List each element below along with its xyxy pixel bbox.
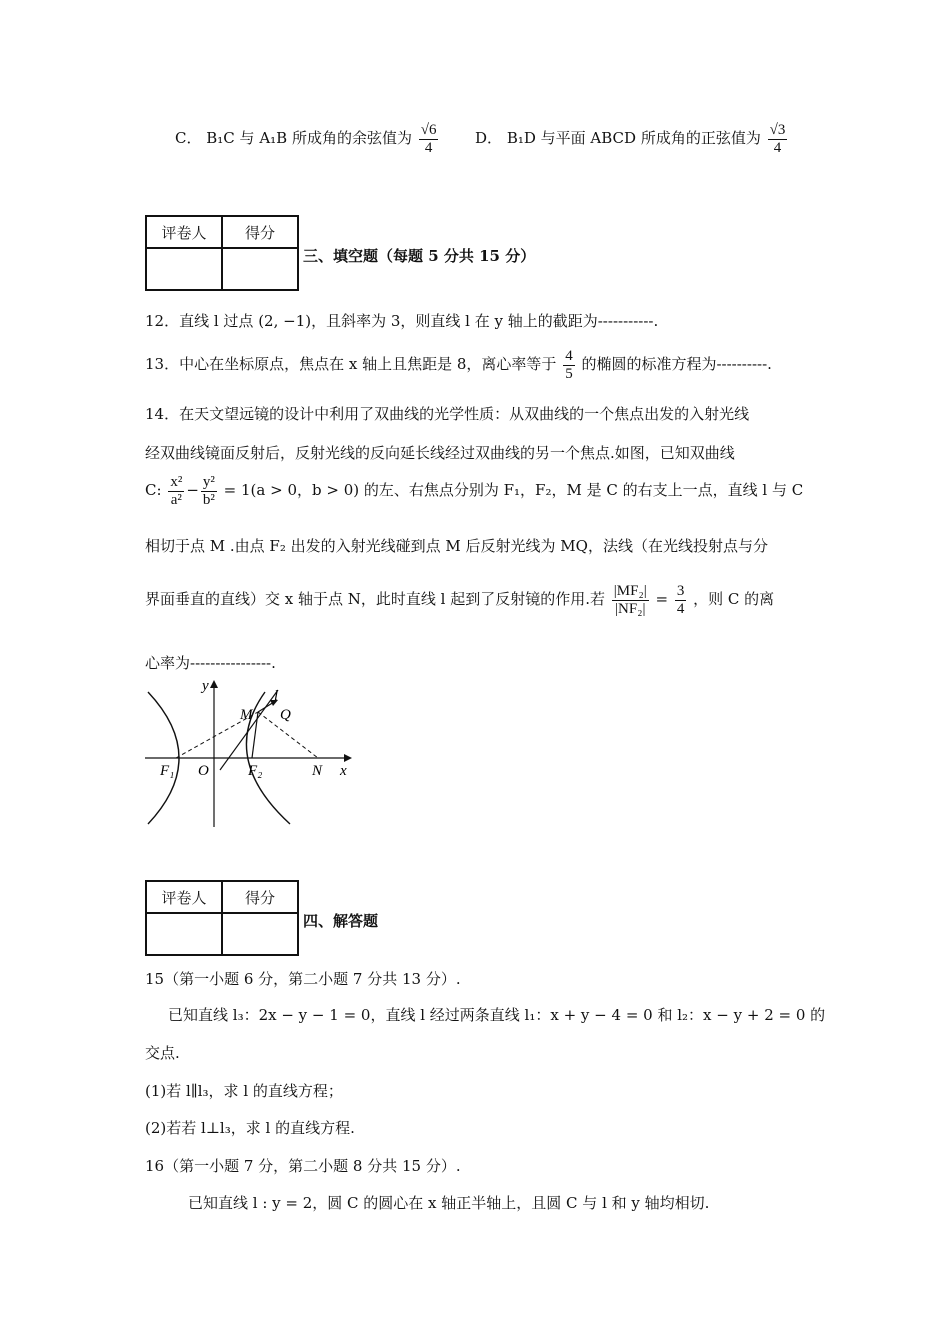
- question-13-denominator: 5: [565, 365, 573, 382]
- label-f1: F₁: [160, 763, 175, 779]
- score-table-section4: [145, 880, 299, 956]
- q14-frac-x-num: x²: [170, 474, 183, 490]
- label-m: M: [240, 707, 253, 723]
- question-15-line2: 交点.: [145, 1044, 180, 1062]
- x-axis-arrow: [344, 754, 352, 762]
- question-14-line5: [145, 583, 774, 617]
- option-c-numerator: √6: [420, 122, 437, 138]
- q14-hyperbola-c: C:: [145, 481, 162, 499]
- option-d: [475, 122, 789, 156]
- reviewer-cell-2[interactable]: [146, 913, 222, 955]
- score-cell-2[interactable]: [222, 913, 298, 955]
- q14-ratio-value: [675, 583, 687, 617]
- question-14-line2: 经双曲线镜面反射后，反射光线的反向延长线经过双曲线的另一个焦点.如图，已知双曲线: [145, 444, 735, 462]
- question-15-part2: (2)若若 l⊥l₃，求 l 的直线方程.: [145, 1119, 355, 1137]
- option-d-text: B₁D 与平面 ABCD 所成角的正弦值为: [506, 129, 761, 147]
- reviewer-cell[interactable]: [146, 248, 222, 290]
- score-header: 得分: [222, 216, 298, 248]
- option-d-fraction: [768, 122, 788, 156]
- q14-ratio-den: |NF₂|: [615, 600, 646, 617]
- q14-frac-x-den: a²: [170, 491, 182, 508]
- question-13: [145, 348, 772, 382]
- label-x: x: [340, 763, 347, 779]
- question-14-line1: 14．在天文望远镜的设计中利用了双曲线的光学性质：从双曲线的一个焦点出发的入射光线: [145, 405, 750, 423]
- ray-mq: [258, 702, 274, 712]
- question-14-line3: C: $\frac{\text{x²}}{\text{a²}}$ − $\frac{\text{y²}}{\text{b²}}$ = 1(a > 0，b > 0) 的左、右焦点分别为 F₁，F₂，M 是 C 的右支上一点，直线 l 与 C: [145, 474, 804, 508]
- label-n: N: [312, 763, 323, 779]
- q14-frac-y: [201, 474, 217, 508]
- question-13-numerator: 4: [565, 348, 573, 364]
- y-axis-arrow: [210, 680, 218, 688]
- reviewer-header-2: 评卷人: [146, 881, 222, 913]
- q14-frac-y-den: b²: [202, 491, 215, 508]
- q14-ratio: [612, 583, 649, 617]
- q14-line3-post: = 1(a > 0，b > 0) 的左、右焦点分别为 F₁，F₂，M 是 C 的右支上一点，直线 l 与 C: [223, 481, 804, 499]
- option-c-fraction: [419, 122, 439, 156]
- section4-title: 四、解答题: [303, 912, 379, 930]
- question-15-head: 15（第一小题 6 分，第二小题 7 分共 13 分）.: [145, 970, 461, 988]
- option-c-denominator: 4: [424, 139, 433, 156]
- q14-equals: =: [655, 590, 669, 608]
- question-13-fraction: [563, 348, 575, 382]
- question-15-part1: (1)若 l∥l₃，求 l 的直线方程；: [145, 1082, 343, 1100]
- question-12: 12．直线 l 过点 (2, −1)，且斜率为 3，则直线 l 在 y 轴上的截距为-----------.: [145, 312, 659, 330]
- score-cell[interactable]: [222, 248, 298, 290]
- question-15-line1: 已知直线 l₃：2x − y − 1 = 0，直线 l 经过两条直线 l₁：x + y − 4 = 0 和 l₂：x − y + 2 = 0 的: [168, 1006, 826, 1024]
- option-d-denominator: 4: [773, 139, 782, 156]
- q14-line5-post: ，则 C 的离: [693, 590, 775, 608]
- label-f2: F₂: [248, 763, 263, 779]
- score-table-section3: [145, 215, 299, 291]
- option-c-text: B₁C 与 A₁B 所成角的余弦值为: [206, 129, 412, 147]
- option-c: [175, 122, 440, 156]
- score-header-2: 得分: [222, 881, 298, 913]
- q14-ratio-value-num: 3: [676, 583, 685, 599]
- option-d-numerator: √3: [769, 122, 786, 138]
- label-q: Q: [280, 707, 291, 723]
- question-14-line4: 相切于点 M .由点 F₂ 出发的入射光线碰到点 M 后反射光线为 MQ，法线（在光线投射点与分: [145, 537, 768, 555]
- q14-line5-pre: 界面垂直的直线）交 x 轴于点 N，此时直线 l 起到了反射镜的作用.若: [145, 590, 605, 608]
- question-14-line6: 心率为----------------.: [145, 654, 276, 672]
- q14-frac-y-num: y²: [202, 474, 215, 490]
- option-c-label: C．: [175, 129, 202, 147]
- question-16-head: 16（第一小题 7 分，第二小题 8 分共 15 分）.: [145, 1157, 461, 1175]
- option-d-label: D．: [475, 129, 503, 147]
- q14-frac-x: [168, 474, 184, 508]
- question-16-line1: 已知直线 l : y = 2，圆 C 的圆心在 x 轴正半轴上，且圆 C 与 l 和 y 轴均相切.: [188, 1194, 710, 1212]
- question-13-pre: 13．中心在坐标原点，焦点在 x 轴上且焦距是 8，离心率等于: [145, 355, 557, 373]
- label-y: y: [202, 678, 209, 694]
- q14-ratio-num: |MF₂|: [613, 583, 647, 599]
- hyperbola-figure: [140, 672, 365, 832]
- q14-ratio-value-den: 4: [676, 600, 685, 617]
- section3-title: 三、填空题（每题 5 分共 15 分）: [303, 247, 536, 265]
- reviewer-header: 评卷人: [146, 216, 222, 248]
- question-13-post: 的椭圆的标准方程为----------.: [581, 355, 772, 373]
- label-l: l: [274, 688, 279, 704]
- label-o: O: [198, 763, 209, 779]
